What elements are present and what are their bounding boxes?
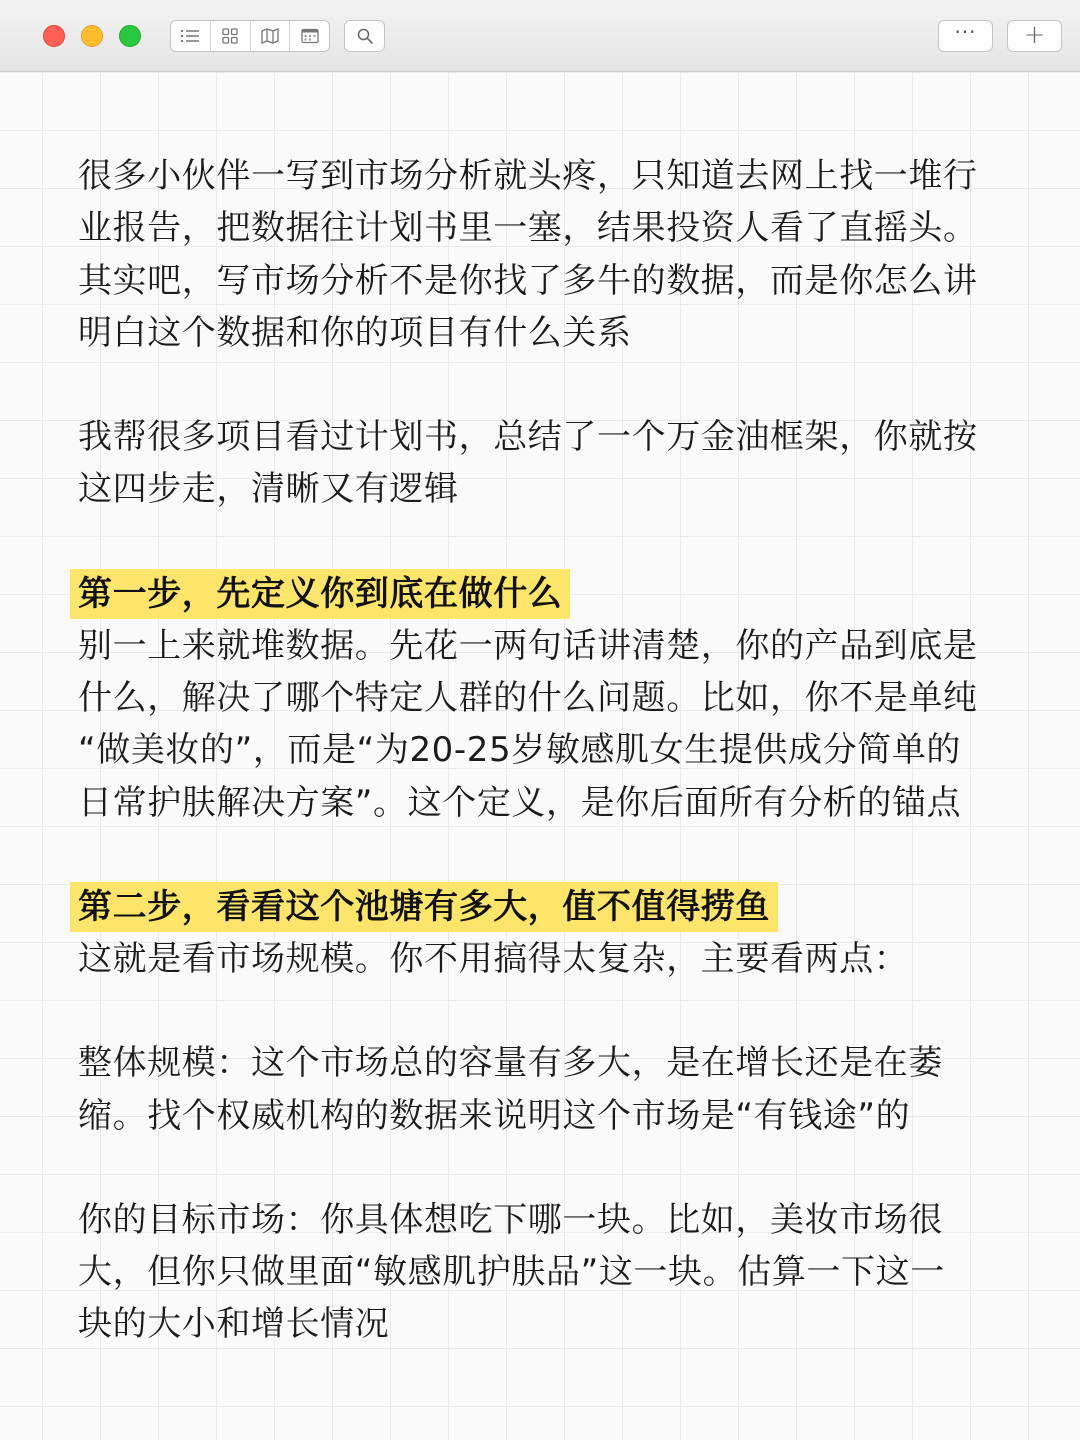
more-options-button[interactable] [938,20,993,52]
grid-view-button[interactable] [211,21,251,51]
step1-body: 别一上来就堆数据。先花一两句话讲清楚，你的产品到底是 什么，解决了哪个特定人群的什么问题。比如，你不是单纯 “做美妆的”，而是“为20-25岁敏感肌女生提供成分简单的 日常护肤解决方案”。这个定义，是你后面所有分析的锚点 [78,625,978,823]
calendar-icon [301,28,319,44]
overall-scale-paragraph: 整体规模：这个市场总的容量有多大，是在增长还是在萎 缩。找个权威机构的数据来说明这个市场是“有钱途”的 [78,1043,943,1136]
map-view-button[interactable] [251,21,291,51]
grid-icon [222,28,238,44]
intro-paragraph: 很多小伙伴一写到市场分析就头疼，只知道去网上找一堆行 业报告，把数据往计划书里一塞，结果投资人看了直摇头。 其实吧，写市场分析不是你找了多牛的数据，而是你怎么讲 明白这个数据和你的项目有什么关系 [78,156,978,353]
step2-body: 这就是看市场规模。你不用搞得太复杂，主要看两点： [78,938,909,979]
paragraph-gap [78,359,1018,411]
map-icon [261,28,279,44]
paragraph-gap [78,985,1018,1037]
close-window-button[interactable] [43,25,65,47]
target-market-paragraph: 你的目标市场：你具体想吃下哪一块。比如，美妆市场很 大，但你只做里面“敏感肌护肤品”这一块。估算一下这一 块的大小和增长情况 [78,1199,945,1345]
paragraph-gap [78,1142,1018,1194]
note-canvas[interactable] [0,72,1080,1440]
framework-paragraph: 我帮很多项目看过计划书，总结了一个万金油框架，你就按 这四步走，清晰又有逻辑 [78,417,978,510]
step2-heading: 第二步，看看这个池塘有多大，值不值得捞鱼 [70,882,778,932]
paragraph-gap [78,829,1018,881]
paragraph-gap [78,516,1018,568]
search-icon [357,28,373,44]
calendar-view-button[interactable] [290,21,329,51]
step1-heading-row [78,568,1018,620]
plus-icon: + [1023,20,1046,50]
list-view-button[interactable] [171,21,211,51]
more-icon: ··· [954,20,977,44]
list-icon [181,29,199,43]
add-note-button[interactable] [1007,20,1062,52]
search-button[interactable] [344,20,385,52]
step2-heading-row [78,881,1018,933]
note-content[interactable] [78,150,1018,1351]
minimize-window-button[interactable] [81,25,103,47]
zoom-window-button[interactable] [119,25,141,47]
view-mode-segmented-control [170,20,330,52]
window-titlebar [0,0,1080,72]
step1-heading: 第一步，先定义你到底在做什么 [70,569,570,619]
